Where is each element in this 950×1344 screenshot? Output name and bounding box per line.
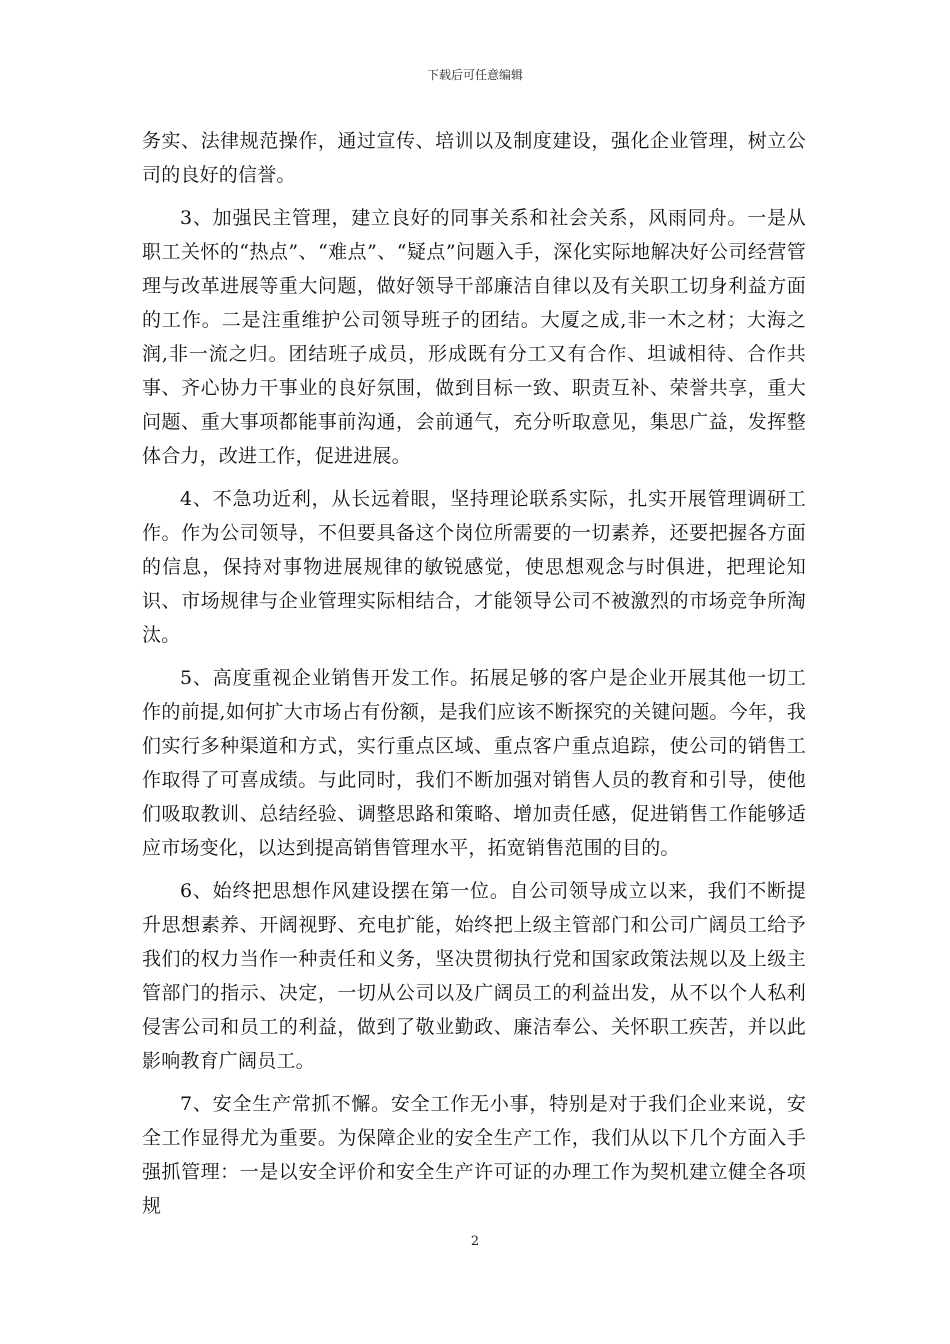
paragraph-item-3: 3、加强民主管理，建立良好的同事关系和社会关系，风雨同舟。一是从职工关怀的“热点”、“难点”、“疑点”问题入手，深化实际地解决好公司经营管理与改革进展等重大问题，做好领导干部廉洁自律以及有关职工切身利益方面的工作。二是注重维护公司领导班子的团结。大厦之成,非一木之材；大海之润,非一流之归。团结班子成员，形成既有分工又有合作、坦诚相待、合作共事、齐心协力干事业的良好氛围，做到目标一致、职责互补、荣誉共享，重大问题、重大事项都能事前沟通，会前通气，充分听取意见，集思广益，发挥整体合力，改进工作，促进进展。 [142, 207, 806, 467]
page-header: 下载后可任意编辑 [426, 68, 523, 82]
paragraph-item-5: 5、高度重视企业销售开发工作。拓展足够的客户是企业开展其他一切工作的前提,如何扩大市场占有份额，是我们应该不断探究的关键问题。今年，我们实行多种渠道和方式，实行重点区域、重点客户重点追踪，使公司的销售工作取得了可喜成绩。与此同时，我们不断加强对销售人员的教育和引导，使他们吸取教训、总结经验、调整思路和策略、增加责任感，促进销售工作能够适应市场变化，以达到提高销售管理水平，拓宽销售范围的目的。 [142, 667, 806, 859]
paragraph-item-6: 6、始终把思想作风建设摆在第一位。自公司领导成立以来，我们不断提升思想素养、开阔视野、充电扩能，始终把上级主管部门和公司广阔员工给予我们的权力当作一种责任和义务，坚决贯彻执行党和国家政策法规以及上级主管部门的指示、决定，一切从公司以及广阔员工的利益出发，从不以个人私利侵害公司和员工的利益，做到了敬业勤政、廉洁奉公、关怀职工疾苦，并以此影响教育广阔员工。 [142, 880, 806, 1072]
page-number: 2 [470, 1234, 480, 1249]
paragraph-item-7: 7、安全生产常抓不懈。安全工作无小事，特别是对于我们企业来说，安全工作显得尤为重要。为保障企业的安全生产工作，我们从以下几个方面入手强抓管理：一是以安全评价和安全生产许可证的办理工作为契机建立健全各项规 [142, 1093, 806, 1217]
paragraph-continuation: 务实、法律规范操作，通过宣传、培训以及制度建设，强化企业管理，树立公司的良好的信誉。 [142, 130, 806, 186]
document-body [142, 124, 806, 1223]
paragraph-item-4: 4、不急功近利，从长远着眼，坚持理论联系实际，扎实开展管理调研工作。作为公司领导，不但要具备这个岗位所需要的一切素养，还要把握各方面的信息，保持对事物进展规律的敏锐感觉，使思想观念与时俱进，把理论知识、市场规律与企业管理实际相结合，才能领导公司不被激烈的市场竞争所淘汰。 [142, 488, 806, 646]
